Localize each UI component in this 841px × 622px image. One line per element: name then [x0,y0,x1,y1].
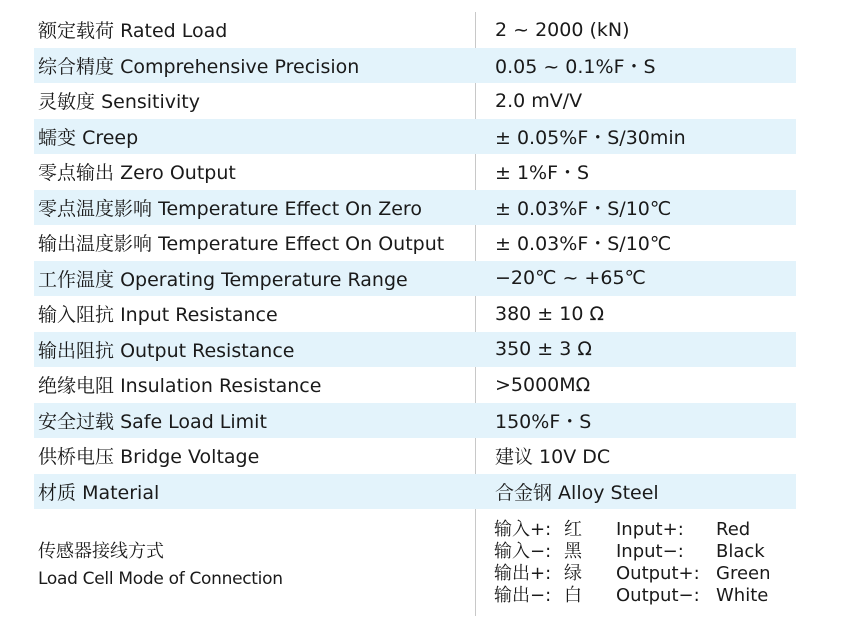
spec-value: 合金钢 Alloy Steel [495,481,659,504]
spec-value: >5000MΩ [495,373,591,396]
wire-item: 输入−: 黑 Input−: Black [494,541,765,562]
spec-row [34,261,796,297]
spec-value: −20℃ ~ +65℃ [495,267,646,290]
spec-value: ± 0.03%F・S/10℃ [495,197,672,220]
spec-row [34,403,796,439]
connection-row [34,509,796,617]
spec-table [34,12,796,617]
wire-item: 输出+: 绿 Output+: Green [494,563,771,584]
spec-label: 绝缘电阻 Insulation Resistance [38,375,322,398]
spec-row [34,296,796,332]
spec-row [34,12,796,48]
wire-item: 输入+: 红 Input+: Red [494,519,751,540]
spec-label: 零点输出 Zero Output [38,162,236,185]
spec-label: 输出阻抗 Output Resistance [38,339,295,362]
spec-value: 2 ~ 2000 (kN) [495,18,630,41]
spec-row [34,438,796,474]
spec-value: 建议 10V DC [495,446,611,469]
spec-row [34,474,796,510]
connection-title-en: Load Cell Mode of Connection [38,569,283,589]
connection-title-cn: 传感器接线方式 [38,541,164,562]
spec-label: 输出温度影响 Temperature Effect On Output [38,233,445,256]
spec-label: 灵敏度 Sensitivity [38,91,200,114]
spec-value: ± 0.03%F・S/10℃ [495,233,672,256]
spec-row [34,48,796,84]
spec-label: 蠕变 Creep [38,126,139,149]
spec-value: ± 0.05%F・S/30min [495,126,686,149]
spec-row [34,225,796,261]
spec-label: 综合精度 Comprehensive Precision [38,55,360,78]
spec-label: 供桥电压 Bridge Voltage [38,446,260,469]
spec-value: 0.05 ~ 0.1%F・S [495,55,656,78]
spec-label: 材质 Material [38,481,160,504]
spec-row [34,154,796,190]
spec-value: 380 ± 10 Ω [495,302,604,325]
spec-value: 2.0 mV/V [495,89,583,112]
spec-row [34,83,796,119]
connection-label [34,537,474,589]
spec-row [34,190,796,226]
spec-value: 150%F・S [495,410,592,433]
spec-row [34,367,796,403]
spec-label: 工作温度 Operating Temperature Range [38,268,408,291]
wire-item: 输出−: 白 Output−: White [494,585,769,606]
spec-label: 零点温度影响 Temperature Effect On Zero [38,197,422,220]
spec-label: 输入阻抗 Input Resistance [38,304,278,327]
wire-list [474,519,796,607]
spec-label: 安全过载 Safe Load Limit [38,410,267,433]
spec-value: 350 ± 3 Ω [495,338,592,361]
spec-label: 额定载荷 Rated Load [38,20,228,43]
spec-value: ± 1%F・S [495,162,590,185]
spec-row [34,332,796,368]
spec-row [34,119,796,155]
